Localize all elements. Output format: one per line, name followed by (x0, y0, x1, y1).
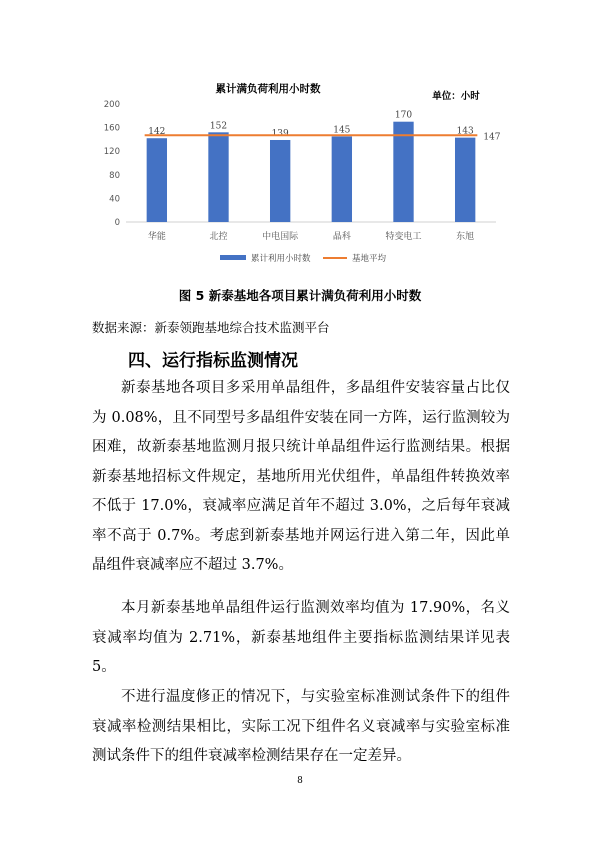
page-number: 8 (297, 776, 303, 786)
legend-swatch-bars (220, 255, 246, 260)
bar (393, 122, 413, 222)
y-tick-label: 80 (109, 170, 120, 181)
data-label: 152 (209, 121, 228, 132)
data-label: 139 (271, 128, 289, 139)
legend-label: 累计利用小时数 (251, 254, 311, 264)
paragraph: 本月新泰基地单晶组件运行监测效率均值为 17.90%，名义衰减率均值为 2.71%，新泰基地组件主要指标监测结果详见表 5。 (92, 600, 510, 675)
y-tick-label: 120 (103, 147, 120, 158)
data-label: 142 (148, 127, 166, 138)
bar (270, 140, 290, 222)
chart-unit-label: 单位：小时 (432, 91, 480, 102)
figure-caption: 图 5 新泰基地各项目累计满负荷利用小时数 (178, 288, 422, 303)
y-tick-label: 40 (109, 194, 120, 205)
data-label: 143 (456, 126, 474, 137)
y-tick-label: 200 (103, 100, 120, 110)
bar-chart (88, 74, 518, 274)
category-label: 北控 (209, 232, 228, 242)
y-tick-label: 160 (103, 123, 120, 134)
chart (88, 74, 518, 274)
paragraph: 新泰基地各项目多采用单晶组件，多晶组件安装容量占比仅为 0.08%，且不同型号多晶组件安装在同一方阵，运行监测较为困难，故新泰基地监测月报只统计单晶组件运行监测结果。根据新泰基地招标文件规定，基地所用光伏组件，单晶组件转换效率不低于 17.0%，衰减率应满足首年不超过 3.0%，之后每年衰减率不高于 0.7%。考虑到新泰基地并网运行进入第二年，因此单晶组件衰减率应不超过 3.7%。 (92, 380, 510, 573)
data-label: 145 (333, 125, 351, 136)
data-source: 数据来源：新泰领跑基地综合技术监测平台 (92, 320, 330, 335)
bar (455, 138, 475, 222)
bar (332, 136, 352, 222)
category-label: 华能 (147, 232, 166, 242)
paragraph: 不进行温度修正的情况下，与实验室标准测试条件下的组件衰减率检测结果相比，实际工况下组件名义衰减率与实验室标准测试条件下的组件衰减率检测结果存在一定差异。 (92, 689, 510, 764)
y-tick-label: 0 (114, 218, 120, 228)
average-label: 147 (483, 132, 501, 143)
section-heading: 四、运行指标监测情况 (128, 351, 298, 371)
chart-title: 累计满负荷利用小时数 (215, 83, 321, 95)
legend-label: 基地平均 (352, 254, 387, 264)
category-label: 中电国际 (262, 232, 299, 242)
category-label: 东旭 (456, 232, 475, 242)
data-label: 170 (394, 110, 413, 121)
category-label: 特变电工 (385, 232, 422, 242)
bar (147, 138, 167, 222)
bar (208, 132, 228, 222)
category-label: 晶科 (332, 232, 351, 242)
